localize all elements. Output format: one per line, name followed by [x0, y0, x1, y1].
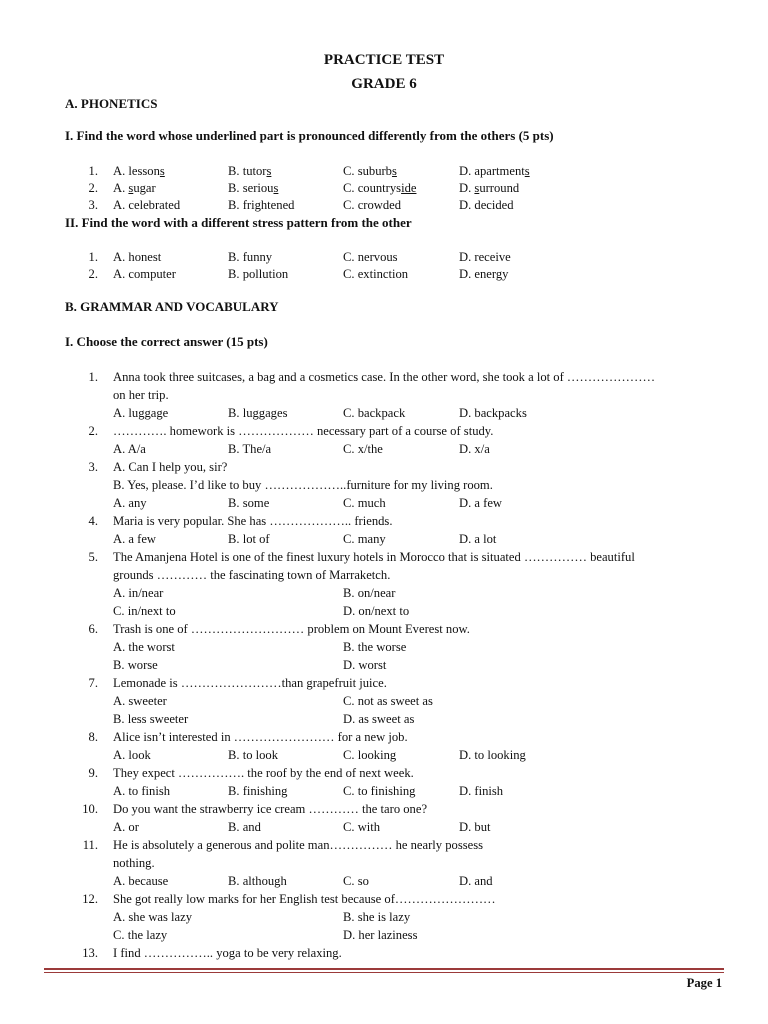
option-b: B. funny [228, 250, 273, 264]
option-a [113, 198, 180, 213]
item-number: 3. [88, 198, 98, 212]
phonetics-2-row [0, 250, 768, 268]
question-number: 5. [88, 550, 98, 564]
question-text: Do you want the strawberry ice cream ………… the taro one? [113, 802, 428, 816]
option-a: A. look [113, 748, 151, 762]
option-a: A. a few [113, 532, 157, 546]
question-text: Lemonade is ……………………than grapefruit juice. [113, 676, 387, 690]
answer-options-row [0, 532, 768, 550]
option-b: B. and [228, 820, 261, 834]
question-text: A. Can I help you, sir? [113, 460, 228, 474]
answer-options-row [0, 586, 768, 604]
phonetics-part-2-heading: II. Find the word with a different stress pattern from the other [65, 215, 412, 230]
option-c: D. as sweet as [343, 712, 415, 726]
option-c [343, 198, 401, 213]
option-a: A. any [113, 496, 147, 510]
option-c [343, 181, 416, 196]
question-text: He is absolutely a generous and polite man…………… he nearly possess [113, 838, 484, 852]
option-text: D. decided [459, 198, 514, 212]
question-text: Trash is one of ……………………… problem on Mount Everest now. [113, 622, 470, 636]
question-number: 8. [88, 730, 98, 744]
option-text: A. celebrated [113, 198, 181, 212]
option-c: C. many [343, 532, 386, 546]
question-line [0, 478, 768, 496]
option-text: B. tutor [228, 164, 267, 178]
option-b [228, 198, 294, 213]
option-c: D. her laziness [343, 928, 418, 942]
option-c: C. extinction [343, 267, 409, 281]
option-b [228, 164, 271, 179]
option-d: D. a lot [459, 532, 497, 546]
underlined-part: s [128, 181, 134, 195]
option-d: D. to looking [459, 748, 526, 762]
option-text: D. apartment [459, 164, 525, 178]
question-number: 9. [88, 766, 98, 780]
question-text: Anna took three suitcases, a bag and a cosmetics case. In the other word, she took a lot of ………………… [113, 370, 656, 384]
option-a: B. worse [113, 658, 158, 672]
option-b: B. The/a [228, 442, 272, 456]
question-line [0, 946, 768, 964]
answer-options-row [0, 406, 768, 424]
answer-options-row [0, 658, 768, 676]
question-number: 3. [88, 460, 98, 474]
option-c: C. looking [343, 748, 397, 762]
option-a [113, 164, 165, 179]
question-line [0, 892, 768, 910]
option-a: C. the lazy [113, 928, 168, 942]
option-a: A. sweeter [113, 694, 167, 708]
option-c: B. the worse [343, 640, 407, 654]
answer-options-row [0, 820, 768, 838]
question-number: 4. [88, 514, 98, 528]
option-text: B. frightened [228, 198, 295, 212]
option-d: D. receive [459, 250, 511, 264]
option-text: ugar [133, 181, 156, 195]
option-b [228, 181, 278, 196]
underlined-part: s [266, 164, 272, 178]
question-line [0, 766, 768, 784]
option-b: B. although [228, 874, 287, 888]
option-text: C. crowded [343, 198, 402, 212]
question-text: B. Yes, please. I’d like to buy ………………..furniture for my living room. [113, 478, 493, 492]
option-c: C. with [343, 820, 381, 834]
phonetics-part-1-heading: I. Find the word whose underlined part is pronounced differently from the others (5 pts) [65, 128, 554, 143]
question-text: They expect ……………. the roof by the end of next week. [113, 766, 414, 780]
option-c: C. backpack [343, 406, 406, 420]
option-d: D. backpacks [459, 406, 527, 420]
option-d: D. a few [459, 496, 503, 510]
option-c: C. much [343, 496, 386, 510]
option-d: D. energy [459, 267, 509, 281]
option-d: D. x/a [459, 442, 490, 456]
option-a: A. A/a [113, 442, 146, 456]
question-text: grounds ………… the fascinating town of Marraketch. [113, 568, 391, 582]
underlined-part: s [159, 164, 165, 178]
option-d [459, 164, 530, 179]
section-b-heading: B. GRAMMAR AND VOCABULARY [65, 299, 279, 314]
question-line [0, 370, 768, 388]
question-line [0, 838, 768, 856]
footer-rule [44, 968, 724, 970]
option-c: C. x/the [343, 442, 383, 456]
phonetics-1-row [0, 198, 768, 216]
option-c: C. not as sweet as [343, 694, 433, 708]
question-number: 11. [82, 838, 98, 852]
option-b: B. finishing [228, 784, 288, 798]
option-a: A. honest [113, 250, 162, 264]
option-c: C. nervous [343, 250, 398, 264]
option-a: A. she was lazy [113, 910, 193, 924]
option-text: urround [479, 181, 520, 195]
question-number: 1. [88, 370, 98, 384]
question-text: Maria is very popular. She has ……………….. friends. [113, 514, 393, 528]
footer-rule-thin [44, 972, 724, 973]
option-a: A. in/near [113, 586, 164, 600]
item-number: 2. [88, 267, 98, 281]
question-number: 12. [82, 892, 98, 906]
option-b: B. to look [228, 748, 279, 762]
question-text: …………. homework is ……………… necessary part of a course of study. [113, 424, 494, 438]
answer-options-row [0, 910, 768, 928]
question-text: nothing. [113, 856, 155, 870]
item-number: 1. [88, 250, 98, 264]
underlined-part: s [391, 164, 397, 178]
option-c: D. worst [343, 658, 387, 672]
option-d [459, 198, 514, 213]
option-text: C. countrys [343, 181, 402, 195]
question-text: She got really low marks for her English test because of…………………… [113, 892, 496, 906]
question-line [0, 460, 768, 478]
option-text: B. seriou [228, 181, 274, 195]
question-line [0, 802, 768, 820]
item-number: 2. [88, 181, 98, 195]
option-d: D. but [459, 820, 491, 834]
option-c: C. to finishing [343, 784, 416, 798]
option-c: B. she is lazy [343, 910, 411, 924]
option-b: B. some [228, 496, 270, 510]
option-b: B. lot of [228, 532, 270, 546]
question-text: I find …………….. yoga to be very relaxing. [113, 946, 342, 960]
question-line [0, 388, 768, 406]
option-b: B. luggages [228, 406, 288, 420]
option-text: A. lesson [113, 164, 160, 178]
question-number: 7. [88, 676, 98, 690]
option-a: A. to finish [113, 784, 171, 798]
option-text: D. [459, 181, 475, 195]
underlined-part: s [273, 181, 279, 195]
option-c [343, 164, 397, 179]
answer-options-row [0, 496, 768, 514]
answer-options-row [0, 748, 768, 766]
answer-options-row [0, 784, 768, 802]
grade-title: GRADE 6 [351, 76, 417, 92]
option-a [113, 181, 156, 196]
answer-options-row [0, 604, 768, 622]
section-a-heading: A. PHONETICS [65, 96, 158, 111]
option-d: D. finish [459, 784, 504, 798]
phonetics-1-row [0, 164, 768, 182]
option-a: A. because [113, 874, 169, 888]
option-d [459, 181, 519, 196]
question-line [0, 856, 768, 874]
option-text: A. [113, 181, 129, 195]
question-number: 6. [88, 622, 98, 636]
option-c: D. on/next to [343, 604, 410, 618]
option-a: A. the worst [113, 640, 175, 654]
option-text: C. suburb [343, 164, 392, 178]
question-number: 2. [88, 424, 98, 438]
question-number: 13. [82, 946, 98, 960]
question-line [0, 550, 768, 568]
underlined-part: ide [401, 181, 417, 195]
option-b: B. pollution [228, 267, 289, 281]
answer-options-row [0, 928, 768, 946]
question-line [0, 514, 768, 532]
question-text: on her trip. [113, 388, 169, 402]
question-text: Alice isn’t interested in …………………… for a new job. [113, 730, 408, 744]
grammar-part-1-heading: I. Choose the correct answer (15 pts) [65, 334, 268, 349]
question-line [0, 622, 768, 640]
option-c: C. so [343, 874, 369, 888]
question-text: The Amanjena Hotel is one of the finest luxury hotels in Morocco that is situated …………… beautiful [113, 550, 635, 564]
question-line [0, 730, 768, 748]
question-line [0, 676, 768, 694]
phonetics-1-row [0, 181, 768, 199]
question-line [0, 424, 768, 442]
answer-options-row [0, 712, 768, 730]
test-title: PRACTICE TEST [323, 52, 445, 68]
underlined-part: s [474, 181, 480, 195]
page-number: Page 1 [686, 976, 722, 990]
option-c: B. on/near [343, 586, 396, 600]
answer-options-row [0, 442, 768, 460]
option-a: A. computer [113, 267, 176, 281]
answer-options-row [0, 640, 768, 658]
answer-options-row [0, 874, 768, 892]
question-number: 10. [82, 802, 98, 816]
answer-options-row [0, 694, 768, 712]
phonetics-2-row [0, 267, 768, 285]
option-a: A. luggage [113, 406, 169, 420]
item-number: 1. [88, 164, 98, 178]
underlined-part: s [524, 164, 530, 178]
option-a: A. or [113, 820, 139, 834]
option-d: D. and [459, 874, 493, 888]
question-line [0, 568, 768, 586]
option-a: B. less sweeter [113, 712, 189, 726]
option-a: C. in/next to [113, 604, 176, 618]
